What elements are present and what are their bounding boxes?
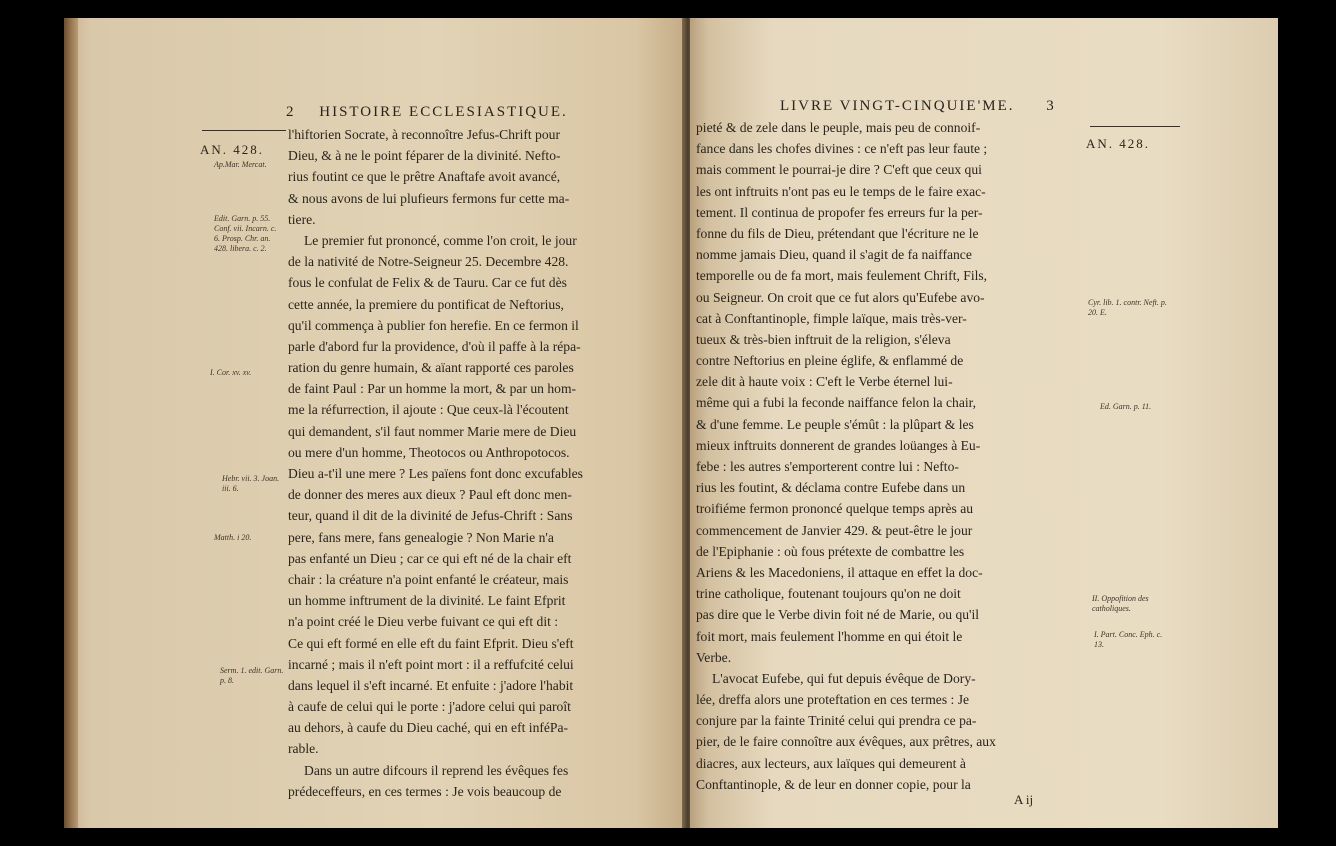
text-line: fonne du fils de Dieu, prétendant que l'écriture ne le — [696, 225, 979, 241]
text-line: contre Neftorius en pleine églife, & enflammé de — [696, 353, 964, 369]
margin-note: Ed. Garn. p. 11. — [1100, 402, 1152, 411]
text-line: dans lequel il s'eft incarné. Et enfuite : j'adore l'habit — [288, 677, 574, 693]
text-line: me la réfurrection, il ajoute : Que ceux-là l'écoutent — [288, 402, 569, 418]
left-body-text — [288, 124, 668, 802]
text-line: fance dans les chofes divines : ce n'eft pas leur faute ; — [696, 141, 988, 157]
margin-note: II. Oppofition des catholiques. — [1092, 594, 1149, 613]
text-line: parle d'abord fur la providence, d'où il paffe à la répa- — [288, 338, 581, 354]
text-line: qu'il commença à publier fon herefie. En ce fermon il — [288, 317, 579, 333]
text-line: Ariens & les Macedoniens, il attaque en effet la doc- — [696, 564, 983, 580]
text-line: commencement de Janvier 429. & peut-être le jour — [696, 522, 973, 538]
margin-note: Serm. 1. edit. Garn. p. 8. — [220, 666, 284, 685]
right-running-head — [780, 98, 1056, 115]
text-line: pier, de le faire connoître aux évêques, aux prêtres, aux — [696, 734, 996, 750]
text-line: pas enfanté un Dieu ; car ce qui eft né de la chair eft — [288, 550, 572, 566]
right-body-text — [696, 117, 1066, 795]
right-page — [690, 18, 1278, 828]
text-line: teur, quand il dit de la divinité de Jefus-Chrift : Sans — [288, 508, 573, 524]
text-line: Verbe. — [696, 649, 732, 665]
text-line: Dans un autre difcours il reprend les évêques fes — [304, 762, 569, 778]
book-edge — [64, 18, 78, 828]
text-line: & d'une femme. Le peuple s'émût : la plûpart & les — [696, 416, 974, 432]
text-line: un homme inftrument de la divinité. Le faint Efprit — [288, 593, 566, 609]
text-line: les ont inftruits n'ont pas eu le temps de le faire exac- — [696, 183, 986, 199]
left-page — [64, 18, 686, 828]
text-line: prédeceffeurs, en ces termes : Je vois beaucoup de — [288, 783, 562, 799]
left-running-title: HISTOIRE ECCLESIASTIQUE. — [319, 104, 568, 120]
text-line: Dieu a-t'il une mere ? Les païens font donc excufables — [288, 466, 583, 481]
text-line: l'hiftorien Socrate, à reconnoître Jefus-Chrift pour — [288, 127, 560, 142]
text-line: zele dit à haute voix : C'eft le Verbe éternel lui- — [696, 374, 953, 390]
text-line: qui demandent, s'il faut nommer Marie mere de Dieu — [288, 423, 577, 439]
text-line: nomme jamais Dieu, quand il s'agit de fa naiffance — [696, 247, 972, 263]
text-line: diacres, aux lecteurs, aux laïques qui demeurent à — [696, 755, 966, 771]
text-line: Conftantinople, & de leur en donner copie, pour la — [696, 776, 971, 792]
text-line: de faint Paul : Par un homme la mort, & par un hom- — [288, 381, 577, 397]
text-line: Dieu, & à ne le point féparer de la divinité. Nefto- — [288, 148, 561, 164]
signature-mark: A ij — [1014, 792, 1034, 807]
text-line: à caufe de celui qui le porte : j'adore celui qui paroît — [288, 699, 571, 715]
margin-note: I. Cor. xv. xv. — [210, 368, 252, 377]
text-line: pas dire que le Verbe divin foit né de Marie, ou qu'il — [696, 607, 980, 623]
margin-note: Matth. i 20. — [214, 533, 252, 542]
margin-note: Hebr. vii. 3. Joan. iii. 6. — [222, 474, 280, 493]
text-line: pieté & de zele dans le peuple, mais peu de connoif- — [696, 120, 981, 135]
text-line: même qui a fubi la feconde naiffance felon la chair, — [696, 395, 977, 411]
text-line: cette année, la premiere du pontificat de Neftorius, — [288, 296, 564, 312]
text-line: trine catholique, foutenant toujours qu'on ne doit — [696, 586, 961, 602]
text-line: pere, fans mere, fans genealogie ? Non Marie n'a — [288, 529, 554, 545]
text-line: febe : les autres s'emporterent contre lui : Nefto- — [696, 459, 959, 474]
text-line: conjure par la fainte Trinité celui qui prendra ce pa- — [696, 713, 977, 729]
text-line: chair : la créature n'a point enfanté le créateur, mais — [288, 571, 569, 587]
right-running-title: LIVRE VINGT-CINQUIE'ME. — [780, 98, 1015, 114]
text-line: fous le confulat de Felix & de Tauru. Car ce fut dès — [288, 275, 567, 291]
text-line: ration du genre humain, & aïant rapporté ces paroles — [288, 360, 574, 376]
text-line: tueux & très-bien inftruit de la religion, s'éleva — [696, 331, 951, 347]
margin-note: I. Part. Conc. Eph. c. 13. — [1094, 630, 1163, 649]
text-line: Le premier fut prononcé, comme l'on croit, le jour — [304, 232, 577, 248]
text-line: mais comment le pourrai-je dire ? C'eft que ceux qui — [696, 162, 982, 178]
text-line: au dehors, à caufe du Dieu caché, qui en eft inféPa- — [288, 720, 569, 736]
right-page-number: 3 — [1046, 98, 1056, 114]
text-line: foit mort, mais feulement l'homme en qui étoit le — [696, 628, 963, 644]
text-line: temporelle ou de fa mort, mais feulement Chrift, Fils, — [696, 268, 988, 284]
margin-note: Ap.Mar. Mercat. — [214, 160, 267, 169]
text-line: L'avocat Eufebe, qui fut depuis évêque de Dory- — [712, 670, 976, 686]
year-rule — [202, 130, 286, 131]
text-line: & nous avons de lui plufieurs fermons fur cette ma- — [288, 190, 570, 206]
right-year-label: AN. 428. — [1086, 136, 1151, 151]
text-line: troifiéme fermon prononcé quelque temps après au — [696, 501, 974, 517]
margin-note: Cyr. lib. 1. contr. Neft. p. 20. E. — [1088, 298, 1167, 317]
text-line: tement. Il continua de propofer fes erreurs fur la per- — [696, 204, 983, 220]
left-page-number: 2 — [286, 104, 296, 120]
text-line: incarné ; mais il n'eft point mort : il a reffufcité celui — [288, 656, 574, 672]
left-year-label: AN. 428. — [200, 142, 265, 157]
text-line: de donner des meres aux dieux ? Paul eft donc men- — [288, 487, 572, 503]
text-line: n'a point créé le Dieu verbe fuivant ce qui eft dit : — [288, 614, 559, 630]
text-line: rius les foutint, & déclama contre Eufebe dans un — [696, 480, 966, 496]
text-line: ou mere d'un homme, Theotocos ou Anthropotocos. — [288, 444, 570, 460]
text-line: tiere. — [288, 211, 316, 227]
text-line: Ce qui eft formé en elle eft du faint Efprit. Dieu s'eft — [288, 635, 574, 651]
text-line: rius foutint ce que le prêtre Anaftafe avoit avancé, — [288, 169, 561, 185]
text-line: de l'Epiphanie : où fous prétexte de combattre les — [696, 543, 965, 559]
text-line: de la nativité de Notre-Seigneur 25. Decembre 428. — [288, 254, 569, 270]
left-running-head — [286, 104, 568, 121]
text-line: lée, dreffa alors une proteftation en ces termes : Je — [696, 692, 970, 708]
year-rule — [1090, 126, 1180, 127]
text-line: ou Seigneur. On croit que ce fut alors qu'Eufebe avo- — [696, 289, 985, 305]
margin-note: Edit. Garn. p. 55. Conf. vii. Incarn. c. 6. Prosp. Chr. an. 428. libera. c. 2. — [214, 214, 277, 253]
text-line: rable. — [288, 741, 319, 757]
text-line: cat à Conftantinople, fimple laïque, mais très-ver- — [696, 310, 967, 326]
open-book — [64, 18, 1278, 828]
text-line: mieux inftruits donnerent de grandes loüanges à Eu- — [696, 437, 981, 453]
